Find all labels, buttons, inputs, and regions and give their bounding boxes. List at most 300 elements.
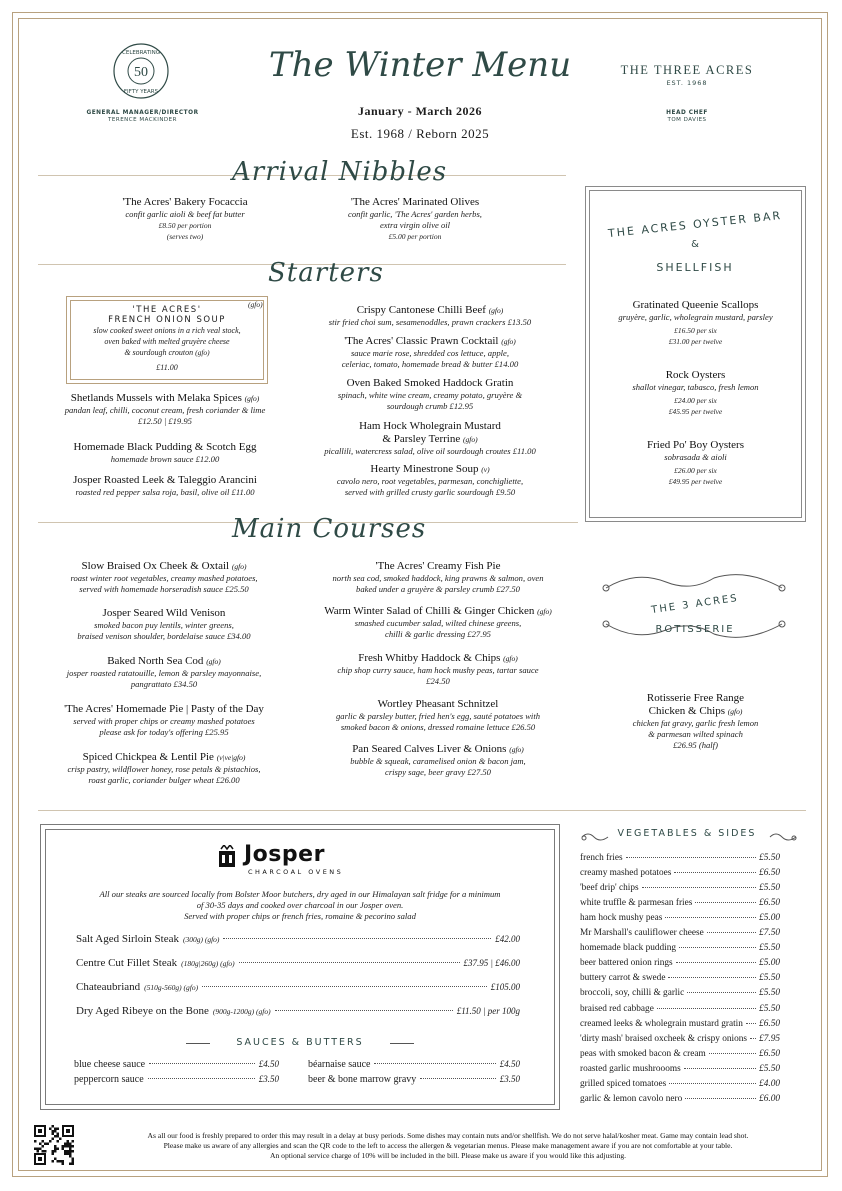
qr-module: [44, 1143, 47, 1146]
qr-module: [54, 1135, 57, 1138]
footer-line: An optional service charge of 10% will be included in the bill. Please make us aware if you would like this adjusting.: [269, 1151, 627, 1160]
oyster-price: £26.00 per six: [674, 466, 717, 475]
onion-soup-price: £11.00: [156, 363, 178, 372]
steak-tag: (300g) (gfo): [182, 935, 220, 944]
leader-dots: [679, 947, 756, 948]
qr-module: [67, 1153, 70, 1156]
qr-module: [44, 1150, 47, 1153]
main-name: Baked North Sea Cod: [107, 655, 204, 667]
qr-code-icon[interactable]: [34, 1125, 74, 1165]
steak-tag: (180g|260g) (gfo): [181, 959, 235, 968]
main-item: [36, 703, 292, 738]
starter-name: 'The Acres' Classic Prawn Cocktail: [344, 335, 499, 347]
nibble-desc: confit garlic, 'The Acres' garden herbs,: [348, 209, 482, 219]
sauce-price: £3.50: [499, 1074, 520, 1084]
qr-module: [72, 1160, 75, 1163]
josper-logo: Josper: [244, 842, 325, 867]
main-item: [36, 607, 292, 642]
oyster-price: £24.00 per six: [674, 396, 717, 405]
badge-bottom-text: FIFTY YEARS: [123, 89, 159, 95]
steak-name: Salt Aged Sirloin Steak: [76, 933, 179, 945]
side-item: [580, 1019, 780, 1034]
qr-module: [52, 1125, 55, 1128]
starter-desc: sauce marie rose, shredded cos lettuce, apple,: [350, 348, 510, 358]
sauces-title: SAUCES & BUTTERS: [236, 1037, 364, 1048]
dietary-tag: (gfo): [231, 562, 247, 571]
side-name: 'beef drip' chips: [580, 883, 639, 894]
main-item: [36, 560, 292, 595]
qr-module: [67, 1145, 70, 1148]
menu-established: Est. 1968 / Reborn 2025: [350, 126, 490, 141]
sauce-price: £3.50: [258, 1074, 279, 1084]
side-item: [580, 1004, 780, 1019]
qr-module: [69, 1163, 72, 1166]
oyster-desc: sobrasada & aioli: [664, 452, 727, 462]
side-item: [580, 913, 780, 928]
main-name: Pan Seared Calves Liver & Onions: [352, 743, 507, 755]
chef-name: TOM DAVIES: [667, 117, 707, 123]
leader-dots: [149, 1063, 255, 1064]
main-desc: pangrattato £34.50: [130, 679, 198, 689]
qr-module: [59, 1160, 62, 1163]
rotisserie-subtitle: ROTISSERIE: [655, 624, 735, 635]
side-item: [580, 1049, 780, 1064]
qr-module: [42, 1140, 45, 1143]
starter-item: [305, 463, 555, 498]
starter-desc: roasted red pepper salsa roja, basil, olive oil £11.00: [75, 487, 255, 497]
main-desc: smashed cucumber salad, wilted chinese greens,: [354, 618, 522, 628]
side-item: [580, 868, 780, 883]
main-name: Warm Winter Salad of Chilli & Ginger Chicken: [324, 605, 535, 617]
starter-name: Shetlands Mussels with Melaka Spices: [70, 392, 242, 404]
sides-title: VEGETABLES & SIDES: [617, 828, 757, 839]
side-price: £5.50: [759, 973, 780, 984]
sauce-row: [308, 1074, 520, 1085]
side-item: [580, 943, 780, 958]
chef-title: HEAD CHEF: [666, 110, 708, 116]
leader-dots: [642, 887, 756, 888]
dietary-tag: (gfo): [195, 348, 210, 357]
qr-module: [52, 1138, 55, 1141]
main-item: [300, 698, 576, 733]
qr-module: [38, 1157, 42, 1161]
nibble-name: 'The Acres' Bakery Focaccia: [122, 196, 248, 208]
steak-row: [76, 981, 520, 993]
qr-module: [62, 1163, 65, 1166]
starter-name: Josper Roasted Leek & Taleggio Arancini: [73, 474, 257, 486]
starter-item: [40, 474, 290, 498]
qr-module: [64, 1143, 67, 1146]
leader-dots: [669, 1083, 756, 1084]
qr-module: [72, 1150, 75, 1153]
steak-tag: (510g-560g) (gfo): [144, 983, 199, 992]
sauce-row: [74, 1059, 279, 1070]
dietary-tag: (gfo): [463, 435, 478, 444]
qr-module: [42, 1145, 45, 1148]
sauce-row: [74, 1074, 279, 1085]
menu-title: The Winter Menu: [268, 45, 572, 85]
side-name: roasted garlic mushroooms: [580, 1063, 681, 1074]
side-price: £7.50: [759, 928, 780, 939]
rotisserie-name: Chicken & Chips: [648, 705, 726, 717]
main-desc: garlic & parsley butter, fried hen's egg, sauté potatoes with: [335, 711, 540, 721]
steak-price: £37.95 | £46.00: [463, 958, 520, 968]
side-price: £6.50: [759, 868, 780, 879]
dietary-tag: (gfo): [248, 300, 263, 309]
shellfish-title: SHELLFISH: [656, 261, 734, 274]
oyster-desc: gruyère, garlic, wholegrain mustard, parsley: [618, 312, 773, 322]
leader-dots: [684, 1068, 756, 1069]
side-item: [580, 898, 780, 913]
side-item: [580, 973, 780, 988]
nibble-price: £5.00 per portion: [388, 232, 442, 241]
dietary-tag: (gfo): [509, 745, 524, 754]
qr-module: [69, 1143, 72, 1146]
qr-module: [52, 1150, 55, 1153]
main-desc: smoked bacon puy lentils, winter greens,: [94, 620, 234, 630]
side-price: £6.00: [759, 1093, 780, 1104]
starter-desc: served with grilled crusty garlic sourdough £9.50: [344, 487, 516, 497]
steak-row: [76, 933, 520, 945]
steak-name: Chateaubriand: [76, 981, 141, 993]
oyster-name: Rock Oysters: [665, 369, 726, 381]
oyster-name: Gratinated Queenie Scallops: [632, 299, 759, 311]
side-item: [580, 928, 780, 943]
main-desc: crisp pastry, wildflower honey, rose petals & pistachios,: [67, 764, 261, 774]
qr-module: [64, 1145, 67, 1148]
starter-item: [40, 441, 290, 465]
oyster-item: [592, 439, 799, 487]
divider: [38, 810, 806, 811]
main-desc: served with proper chips or creamy mashed potatoes: [73, 716, 255, 726]
qr-module: [57, 1133, 60, 1136]
qr-module: [37, 1148, 40, 1151]
qr-module: [54, 1130, 57, 1133]
onion-soup-desc: oven baked with melted gruyère cheese: [104, 337, 230, 346]
side-price: £5.50: [759, 853, 780, 863]
side-name: 'dirty mash' braised oxcheek & crispy onions: [580, 1033, 748, 1044]
qr-module: [62, 1145, 65, 1148]
steak-row: [76, 957, 520, 969]
side-price: £5.00: [759, 913, 780, 924]
dietary-tag: (gfo): [244, 394, 260, 403]
oyster-desc: shallot vinegar, tabasco, fresh lemon: [632, 382, 759, 392]
main-desc: roast garlic, coriander bulger wheat £26.00: [88, 775, 240, 785]
side-item: [580, 958, 780, 973]
qr-module: [49, 1140, 52, 1143]
side-price: £5.50: [759, 1003, 780, 1014]
main-desc: £24.50: [426, 676, 450, 686]
badge-number: 50: [134, 65, 148, 80]
starter-desc: cavolo nero, root vegetables, parmesan, conchigliette,: [336, 476, 524, 486]
leader-dots: [657, 1008, 756, 1009]
qr-module: [72, 1140, 75, 1143]
side-item: [580, 853, 780, 868]
nibble-name: 'The Acres' Marinated Olives: [350, 196, 480, 208]
josper-logo-sub: CHARCOAL OVENS: [248, 868, 344, 876]
starter-desc: homemade brown sauce £12.00: [110, 454, 220, 464]
rotisserie-desc: chicken fat gravy, garlic fresh lemon: [632, 718, 759, 728]
leader-dots: [709, 1053, 756, 1054]
steak-price: £105.00: [490, 982, 520, 992]
main-name: Fresh Whitby Haddock & Chips: [358, 652, 501, 664]
side-name: buttery carrot & swede: [580, 973, 666, 984]
gm-name: TERENCE MACKINDER: [108, 117, 177, 123]
qr-module: [72, 1145, 75, 1148]
qr-module: [39, 1143, 42, 1146]
rotisserie-price: £26.95 (half): [673, 740, 718, 750]
main-item: [300, 560, 576, 595]
gm-title: GENERAL MANAGER/DIRECTOR: [86, 110, 199, 116]
qr-module: [64, 1153, 67, 1156]
qr-module: [59, 1138, 62, 1141]
side-name: beer battered onion rings: [580, 958, 673, 969]
onion-soup-box: [66, 296, 268, 384]
rule: [186, 1043, 210, 1044]
nibble-desc: confit garlic aioli & beef fat butter: [125, 209, 245, 219]
rotisserie-name: Rotisserie Free Range: [646, 692, 745, 704]
oyster-price: £16.50 per six: [674, 326, 717, 335]
badge-top-text: CELEBRATING: [122, 50, 160, 56]
leader-dots: [275, 1010, 453, 1011]
side-name: ham hock mushy peas: [580, 913, 663, 924]
section-title-nibbles: Arrival Nibbles: [232, 157, 448, 187]
main-name: Josper Seared Wild Venison: [102, 607, 226, 619]
qr-module: [67, 1140, 70, 1143]
qr-module: [69, 1150, 72, 1153]
side-price: £5.00: [759, 958, 780, 969]
sauce-name: béarnaise sauce: [308, 1059, 371, 1070]
qr-module: [69, 1155, 72, 1158]
qr-module: [66, 1129, 70, 1133]
steak-name: Dry Aged Ribeye on the Bone: [76, 1005, 209, 1017]
nibble-item: [75, 196, 295, 242]
starter-desc: spinach, white wine cream, creamy potato, gruyère &: [337, 390, 523, 400]
nibble-price: £8.50 per portion: [158, 221, 212, 230]
leader-dots: [707, 932, 756, 933]
main-name: 'The Acres' Homemade Pie | Pasty of the Day: [64, 703, 264, 715]
side-price: £6.50: [759, 1048, 780, 1059]
side-name: broccoli, soy, chilli & garlic: [580, 988, 685, 999]
leader-dots: [750, 1038, 756, 1039]
nibble-note: (serves two): [166, 232, 204, 241]
starter-desc: celeriac, tomato, homemade bread & butter £14.00: [341, 359, 519, 369]
steak-tag: (900g-1200g) (gfo): [212, 1007, 271, 1016]
oyster-item: [592, 369, 799, 417]
sauce-price: £4.50: [258, 1059, 279, 1069]
leader-dots: [687, 992, 756, 993]
dietary-tag: (gfo): [501, 337, 516, 346]
oyster-name: Fried Po' Boy Oysters: [646, 439, 744, 451]
leader-dots: [239, 962, 460, 963]
rotisserie-item: [592, 692, 799, 751]
onion-soup-desc: & sourdough crouton: [124, 348, 194, 357]
onion-soup-line1: 'THE ACRES': [132, 305, 202, 315]
side-name: creamed leeks & wholegrain mustard gratin: [580, 1018, 743, 1029]
sauce-name: beer & bone marrow gravy: [308, 1074, 417, 1085]
side-price: £4.00: [759, 1078, 780, 1089]
side-name: braised red cabbage: [580, 1003, 654, 1014]
qr-module: [67, 1150, 70, 1153]
side-item: [580, 883, 780, 898]
starter-name: & Parsley Terrine: [382, 433, 461, 445]
dietary-tag: (gfo): [206, 657, 221, 666]
dietary-tag: (gfo): [727, 707, 743, 716]
leader-dots: [665, 917, 756, 918]
leader-dots: [668, 977, 756, 978]
qr-module: [34, 1140, 37, 1143]
starter-name: Ham Hock Wholegrain Mustard: [359, 420, 501, 432]
qr-module: [57, 1160, 60, 1163]
qr-module: [57, 1140, 60, 1143]
leader-dots: [626, 857, 756, 858]
side-name: french fries: [580, 853, 623, 863]
rule: [390, 1043, 414, 1044]
leader-dots: [223, 938, 491, 939]
dietary-tag: (gfo): [488, 306, 504, 315]
sauce-price: £4.50: [499, 1059, 520, 1069]
side-name: creamy mashed potatoes: [580, 868, 672, 879]
steak-row: [76, 1005, 520, 1017]
main-item: [36, 751, 292, 786]
starter-item: [305, 304, 555, 328]
qr-module: [52, 1160, 55, 1163]
qr-module: [62, 1148, 65, 1151]
dietary-tag: (gfo): [537, 607, 552, 616]
side-name: white truffle & parmesan fries: [580, 898, 693, 909]
starter-name: Homemade Black Pudding & Scotch Egg: [73, 441, 257, 453]
starter-item: [305, 377, 555, 412]
oyster-price: £49.95 per twelve: [668, 477, 723, 486]
leader-dots: [746, 1023, 756, 1024]
section-title-starters: Starters: [268, 258, 384, 288]
main-item: [300, 605, 576, 640]
side-price: £5.50: [759, 1063, 780, 1074]
brand-name: THE THREE ACRES: [620, 63, 754, 77]
side-price: £7.95: [759, 1033, 780, 1044]
qr-module: [52, 1133, 55, 1136]
oyster-item: [592, 299, 799, 347]
dietary-tag: (gfo): [503, 654, 518, 663]
starter-item: [40, 392, 290, 427]
starter-item: [305, 420, 555, 457]
qr-module: [54, 1148, 57, 1151]
josper-intro: Served with proper chips or french fries, romaine & pecorino salad: [184, 911, 416, 921]
qr-module: [49, 1128, 52, 1131]
leader-dots: [695, 902, 756, 903]
side-name: peas with smoked bacon & cream: [580, 1048, 706, 1059]
starter-price: £12.50 | £19.95: [138, 416, 192, 426]
side-price: £5.50: [759, 883, 780, 894]
qr-module: [67, 1143, 70, 1146]
qr-module: [52, 1130, 55, 1133]
side-price: £5.50: [759, 988, 780, 999]
qr-module: [38, 1129, 42, 1133]
qr-module: [72, 1158, 75, 1161]
side-price: £6.50: [759, 1018, 780, 1029]
main-item: [300, 652, 576, 687]
main-desc: crispy sage, beer gravy £27.50: [385, 767, 491, 777]
starter-desc: sourdough crumb £12.95: [386, 401, 474, 411]
leader-dots: [148, 1078, 255, 1079]
side-name: garlic & lemon cavolo nero: [580, 1093, 683, 1104]
side-name: homemade black pudding: [580, 943, 677, 954]
steak-price: £11.50 | per 100g: [456, 1006, 520, 1016]
qr-module: [62, 1160, 65, 1163]
main-desc: smoked bacon & onions, dressed romaine lettuce £26.50: [340, 722, 536, 732]
main-desc: braised venison shoulder, bordelaise sauce £34.00: [77, 631, 251, 641]
footer-line: Please make us aware of any allergies and scan the QR code to the left to access the allergen & vegetarian menus. Please make management aware if you are not comfortable at your table.: [163, 1141, 733, 1150]
qr-module: [64, 1150, 67, 1153]
main-desc: bubble & squeak, caramelised onion & bacon jam,: [350, 756, 526, 766]
rotisserie-desc: & parmesan wilted spinach: [648, 729, 743, 739]
qr-module: [47, 1143, 50, 1146]
qr-module: [54, 1150, 57, 1153]
dietary-tag: (v|ve|gfo): [216, 753, 246, 762]
starter-desc: stir fried choi sum, sesamenoddles, prawn crackers £13.50: [328, 317, 532, 327]
side-name: Mr Marshall's cauliflower cheese: [580, 928, 704, 939]
leader-dots: [420, 1078, 495, 1079]
flourish-icon: [580, 828, 610, 840]
starter-desc: pandan leaf, chilli, coconut cream, fresh coriander & lime: [64, 405, 266, 415]
sauce-row: [308, 1059, 520, 1070]
side-name: grilled spiced tomatoes: [580, 1078, 667, 1089]
side-item: [580, 1079, 780, 1094]
crown-icon: [216, 845, 238, 869]
side-price: £6.50: [759, 898, 780, 909]
sauce-name: blue cheese sauce: [74, 1059, 146, 1070]
side-item: [580, 1034, 780, 1049]
oyster-bar-title: THE ACRES OYSTER BAR: [607, 208, 783, 241]
starter-name: Oven Baked Smoked Haddock Gratin: [346, 377, 514, 389]
main-desc: chilli & garlic dressing £27.95: [385, 629, 491, 639]
onion-soup-desc: slow cooked sweet onions in a rich veal stock,: [93, 326, 241, 335]
nibble-item: [305, 196, 525, 242]
starter-name: Hearty Minestrone Soup: [370, 463, 479, 475]
qr-module: [54, 1158, 57, 1161]
dietary-tag: (v): [481, 465, 490, 474]
qr-module: [52, 1153, 55, 1156]
menu-dates: January - March 2026: [357, 104, 483, 118]
main-desc: served with homemade horseradish sauce £25.50: [79, 584, 249, 594]
sauce-name: peppercorn sauce: [74, 1074, 144, 1085]
josper-intro: All our steaks are sourced locally from Bolster Moor butchers, dry aged in our Himalayan salt fridge for a minimum: [99, 889, 501, 899]
qr-module: [34, 1148, 37, 1151]
starter-desc: picallili, watercress salad, olive oil sourdough croutes £11.00: [324, 446, 536, 456]
qr-module: [57, 1128, 60, 1131]
side-item: [580, 1064, 780, 1079]
starter-item: [305, 335, 555, 370]
main-desc: chip shop curry sauce, ham hock mushy peas, tartar sauce: [337, 665, 539, 675]
steak-price: £42.00: [495, 934, 520, 944]
qr-module: [42, 1150, 45, 1153]
footer-notice: [78, 1131, 818, 1161]
footer-line: As all our food is freshly prepared to order this may result in a delay at busy periods. Some dishes may contain nuts and/or shellfish. We do not serve halal/kosher meat. Game may contain lead shot.: [147, 1131, 749, 1140]
leader-dots: [676, 962, 756, 963]
leader-dots: [674, 872, 756, 873]
qr-module: [57, 1135, 60, 1138]
main-desc: roast winter root vegetables, creamy mashed potatoes,: [70, 573, 258, 583]
qr-module: [69, 1145, 72, 1148]
steak-name: Centre Cut Fillet Steak: [76, 957, 178, 969]
leader-dots: [374, 1063, 495, 1064]
rotisserie-title: THE 3 ACRES: [650, 592, 740, 617]
leader-dots: [685, 1098, 756, 1099]
side-price: £5.50: [759, 943, 780, 954]
starter-name: Crispy Cantonese Chilli Beef: [356, 304, 486, 316]
leader-dots: [202, 986, 487, 987]
qr-module: [54, 1128, 57, 1131]
